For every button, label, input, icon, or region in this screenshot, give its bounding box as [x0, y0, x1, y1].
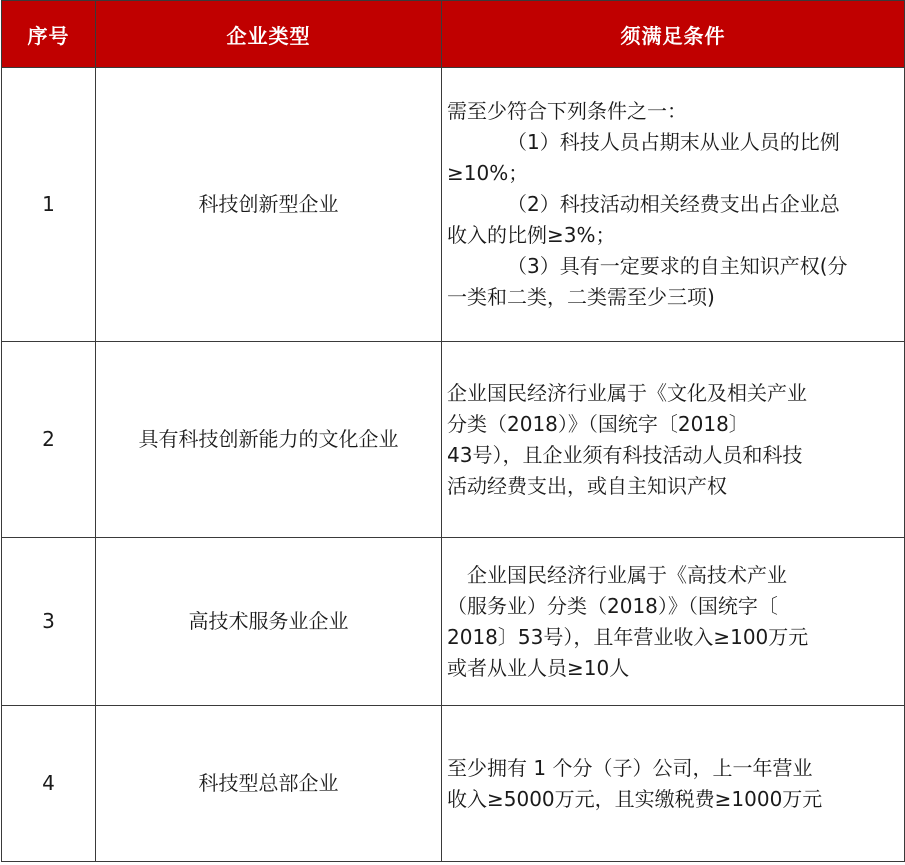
row-enterprise-type: 科技创新型企业 [96, 68, 442, 342]
condition-line: ≥10%； [447, 161, 529, 185]
condition-line: 企业国民经济行业属于《文化及相关产业 [447, 380, 807, 405]
condition-line: 活动经费支出，或自主知识产权 [447, 473, 727, 498]
condition-line: 至少拥有 1 个分（子）公司，上一年营业 [447, 755, 813, 780]
table-row [2, 538, 905, 706]
condition-line: 收入的比例≥3%； [447, 223, 616, 247]
row-seq: 4 [2, 706, 96, 862]
condition-line: 43号），且企业须有科技活动人员和科技 [447, 442, 803, 467]
condition-line: （服务业）分类（2018）》（国统字〔 [447, 593, 778, 618]
row-enterprise-type: 具有科技创新能力的文化企业 [96, 342, 442, 538]
condition-line: 收入≥5000万元，且实缴税费≥1000万元 [447, 786, 823, 811]
row-conditions [442, 538, 905, 706]
row-conditions [442, 706, 905, 862]
condition-line: 企业国民经济行业属于《高技术产业 [467, 562, 787, 587]
table-row [2, 68, 905, 342]
condition-line: 或者从业人员≥10人 [447, 655, 630, 680]
row-seq: 1 [2, 68, 96, 342]
row-conditions [442, 342, 905, 538]
row-conditions [442, 68, 905, 342]
header-conditions: 须满足条件 [442, 1, 905, 68]
header-type: 企业类型 [96, 1, 442, 68]
row-enterprise-type: 高技术服务业企业 [96, 538, 442, 706]
enterprise-conditions-table [1, 0, 905, 862]
condition-line: 一类和二类，二类需至少三项) [447, 285, 715, 309]
table-header-row [2, 1, 905, 68]
condition-line: （2）科技活动相关经费支出占企业总 [507, 192, 840, 216]
condition-line: （1）科技人员占期末从业人员的比例 [507, 130, 840, 154]
header-seq: 序号 [2, 1, 96, 68]
row-seq: 3 [2, 538, 96, 706]
row-enterprise-type: 科技型总部企业 [96, 706, 442, 862]
table-row [2, 706, 905, 862]
condition-line: （3）具有一定要求的自主知识产权(分 [507, 254, 848, 278]
table-row [2, 342, 905, 538]
condition-line: 需至少符合下列条件之一： [447, 99, 687, 123]
condition-line: 2018〕53号），且年营业收入≥100万元 [447, 624, 809, 649]
row-seq: 2 [2, 342, 96, 538]
condition-line: 分类（2018）》（国统字〔2018〕 [447, 411, 749, 436]
